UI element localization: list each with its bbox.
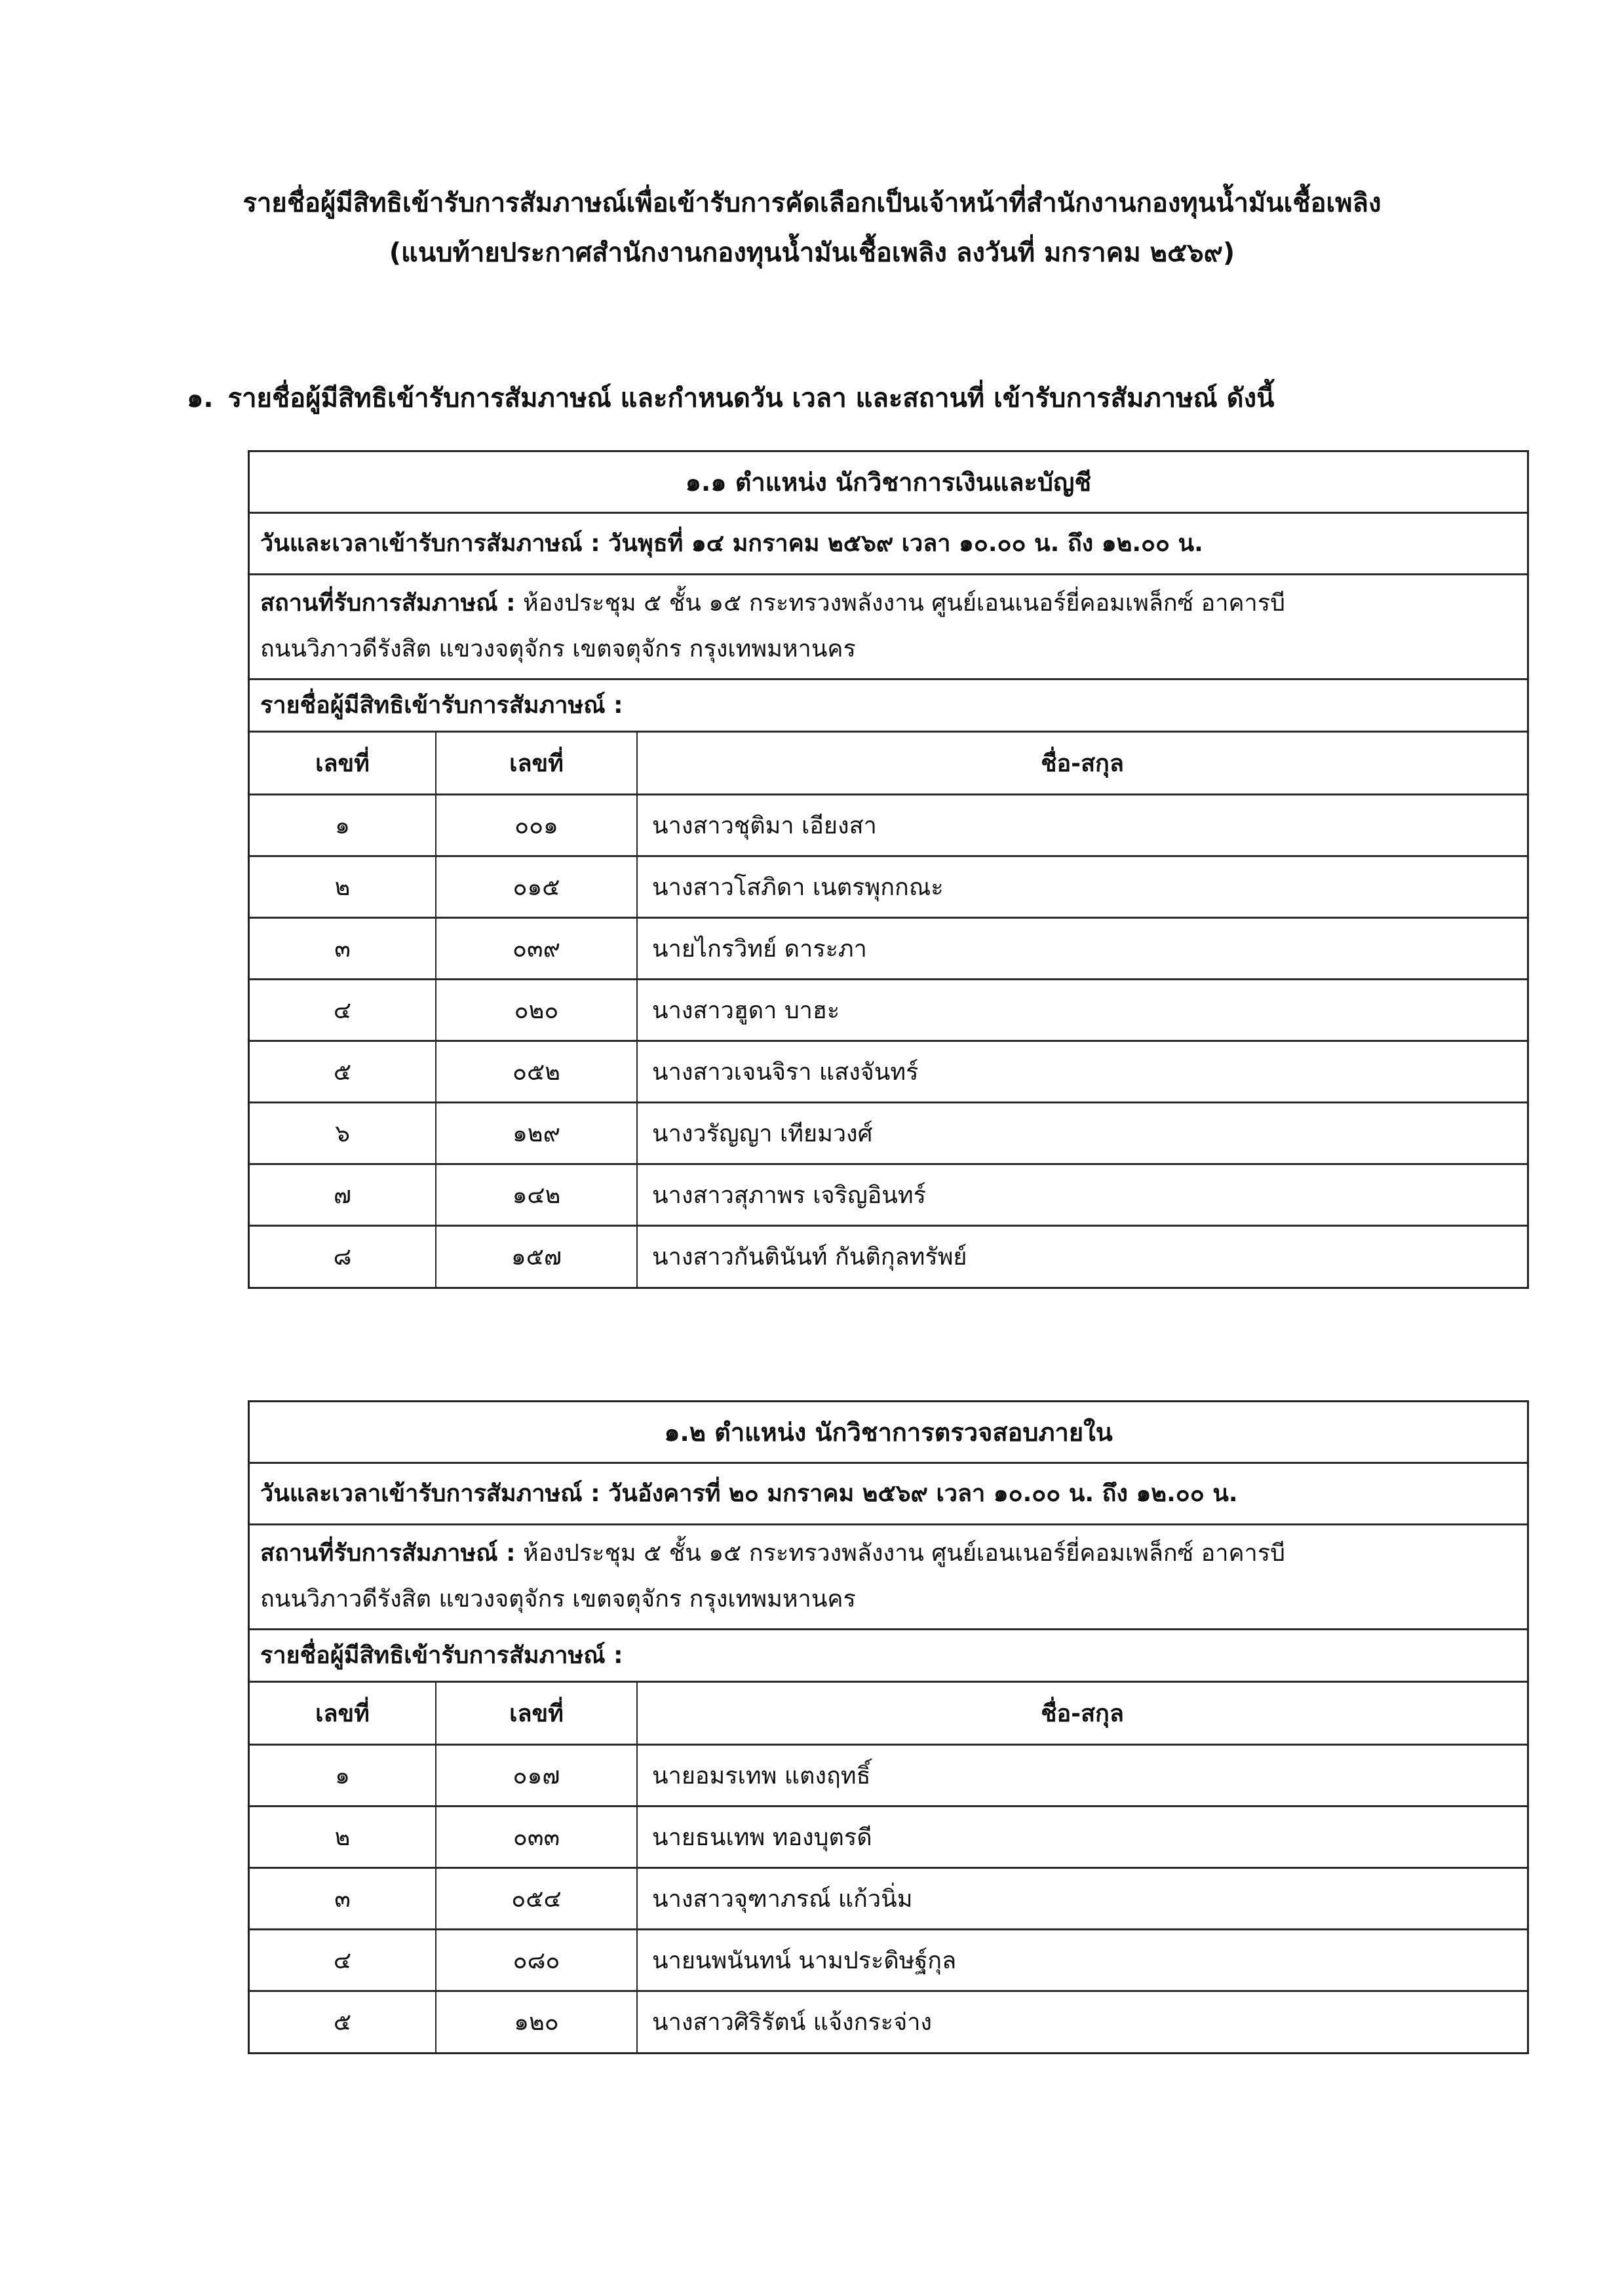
full-name-cell: นายธนเทพ ทองบุตรดี bbox=[637, 1806, 1527, 1867]
column-header-id: เลขที่ bbox=[436, 1683, 637, 1744]
table-header-row bbox=[250, 733, 1527, 794]
full-name-cell: นางสาวสุภาพร เจริญอินทร์ bbox=[637, 1164, 1527, 1225]
candidate-list-label: รายชื่อผู้มีสิทธิเข้ารับการสัมภาษณ์ : bbox=[250, 680, 1527, 733]
interview-place-row bbox=[250, 575, 1527, 680]
applicant-id-cell: ๐๕๒ bbox=[436, 1041, 637, 1102]
interview-date-row bbox=[250, 1464, 1527, 1525]
interview-date-row bbox=[250, 514, 1527, 575]
full-name-cell: นางสาวชุติมา เอียงสา bbox=[637, 794, 1527, 856]
order-cell: ๑ bbox=[250, 1744, 436, 1806]
applicant-id-cell: ๐๐๑ bbox=[436, 794, 637, 856]
order-cell: ๕ bbox=[250, 1991, 436, 2052]
column-header-order: เลขที่ bbox=[250, 1683, 436, 1744]
section-heading-text: รายชื่อผู้มีสิทธิเข้ารับการสัมภาษณ์ และกำหนดวัน เวลา และสถานที่ เข้ารับการสัมภาษณ์ ดังนี้ bbox=[227, 383, 1275, 413]
candidate-list-label: รายชื่อผู้มีสิทธิเข้ารับการสัมภาษณ์ : bbox=[250, 1630, 1527, 1683]
table-row bbox=[250, 856, 1527, 917]
interview-place-label: สถานที่รับการสัมภาษณ์ : bbox=[260, 1540, 516, 1567]
order-cell: ๔ bbox=[250, 979, 436, 1041]
position-title: ๑.๒ ตำแหน่ง นักวิชาการตรวจสอบภายใน bbox=[250, 1402, 1527, 1464]
order-cell: ๔ bbox=[250, 1929, 436, 1991]
interview-place-row bbox=[250, 1525, 1527, 1630]
full-name-cell: นางสาวโสภิดา เนตรพุกกณะ bbox=[637, 856, 1527, 917]
applicant-id-cell: ๐๓๙ bbox=[436, 917, 637, 979]
table-row bbox=[250, 1041, 1527, 1102]
candidate-table bbox=[250, 1683, 1527, 2052]
table-row bbox=[250, 1164, 1527, 1225]
column-header-name: ชื่อ-สกุล bbox=[637, 1683, 1527, 1744]
interview-date-label: วันและเวลาเข้ารับการสัมภาษณ์ : bbox=[260, 1480, 600, 1507]
interview-date-value: วันอังคารที่ ๒๐ มกราคม ๒๕๖๙ เวลา ๑๐.๐๐ น. ถึง ๑๒.๐๐ น. bbox=[608, 1480, 1238, 1507]
order-cell: ๓ bbox=[250, 917, 436, 979]
applicant-id-cell: ๑๕๗ bbox=[436, 1225, 637, 1287]
applicant-id-cell: ๐๑๕ bbox=[436, 856, 637, 917]
applicant-id-cell: ๑๒๙ bbox=[436, 1102, 637, 1164]
order-cell: ๕ bbox=[250, 1041, 436, 1102]
column-header-order: เลขที่ bbox=[250, 733, 436, 794]
applicant-id-cell: ๐๓๓ bbox=[436, 1806, 637, 1867]
table-row bbox=[250, 1102, 1527, 1164]
order-cell: ๗ bbox=[250, 1164, 436, 1225]
table-row bbox=[250, 1806, 1527, 1867]
interview-place-line-2: ถนนวิภาวดีรังสิต แขวงจตุจักร เขตจตุจักร กรุงเทพมหานคร bbox=[260, 636, 856, 662]
candidate-table bbox=[250, 733, 1527, 1287]
order-cell: ๘ bbox=[250, 1225, 436, 1287]
document-subtitle: (แนบท้ายประกาศสำนักงานกองทุนน้ำมันเชื้อเพลิง ลงวันที่ มกราคม ๒๕๖๙) bbox=[389, 238, 1235, 268]
full-name-cell: นายอมรเทพ แตงฤทธิ์ bbox=[637, 1744, 1527, 1806]
order-cell: ๖ bbox=[250, 1102, 436, 1164]
section-number: ๑. bbox=[187, 383, 214, 413]
interview-place-line-1: ห้องประชุม ๕ ชั้น ๑๕ กระทรวงพลังงาน ศูนย์เอนเนอร์ยี่คอมเพล็กซ์ อาคารบี bbox=[523, 1540, 1285, 1567]
position-block-1 bbox=[248, 450, 1529, 1289]
interview-place-label: สถานที่รับการสัมภาษณ์ : bbox=[260, 590, 516, 617]
table-row bbox=[250, 1867, 1527, 1929]
applicant-id-cell: ๐๕๔ bbox=[436, 1867, 637, 1929]
document-title: รายชื่อผู้มีสิทธิเข้ารับการสัมภาษณ์เพื่อเข้ารับการคัดเลือกเป็นเจ้าหน้าที่สำนักงานกองทุนน้ำมันเชื้อเพลิง bbox=[242, 188, 1382, 218]
column-header-name: ชื่อ-สกุล bbox=[637, 733, 1527, 794]
full-name-cell: นางวรัญญา เทียมวงศ์ bbox=[637, 1102, 1527, 1164]
column-header-id: เลขที่ bbox=[436, 733, 637, 794]
table-row bbox=[250, 979, 1527, 1041]
order-cell: ๑ bbox=[250, 794, 436, 856]
applicant-id-cell: ๑๒๐ bbox=[436, 1991, 637, 2052]
section-heading bbox=[187, 380, 1274, 417]
table-row bbox=[250, 794, 1527, 856]
position-title: ๑.๑ ตำแหน่ง นักวิชาการเงินและบัญชี bbox=[250, 452, 1527, 514]
full-name-cell: นายนพนันทน์ นามประดิษฐ์กุล bbox=[637, 1929, 1527, 1991]
interview-date-value: วันพุธที่ ๑๔ มกราคม ๒๕๖๙ เวลา ๑๐.๐๐ น. ถึง ๑๒.๐๐ น. bbox=[608, 529, 1203, 557]
table-row bbox=[250, 1744, 1527, 1806]
full-name-cell: นางสาวฮูดา บาฮะ bbox=[637, 979, 1527, 1041]
order-cell: ๒ bbox=[250, 1806, 436, 1867]
interview-place-line-1: ห้องประชุม ๕ ชั้น ๑๕ กระทรวงพลังงาน ศูนย์เอนเนอร์ยี่คอมเพล็กซ์ อาคารบี bbox=[523, 590, 1285, 617]
full-name-cell: นายไกรวิทย์ ดาระภา bbox=[637, 917, 1527, 979]
applicant-id-cell: ๑๔๒ bbox=[436, 1164, 637, 1225]
applicant-id-cell: ๐๘๐ bbox=[436, 1929, 637, 1991]
table-row bbox=[250, 1991, 1527, 2052]
full-name-cell: นางสาวศิริรัตน์ แจ้งกระจ่าง bbox=[652, 2009, 932, 2037]
interview-date-label: วันและเวลาเข้ารับการสัมภาษณ์ : bbox=[260, 529, 600, 557]
full-name-cell: นางสาวกันตินันท์ กันติกุลทรัพย์ bbox=[652, 1244, 967, 1271]
applicant-id-cell: ๐๒๐ bbox=[436, 979, 637, 1041]
table-row bbox=[250, 1225, 1527, 1287]
position-block-2 bbox=[248, 1400, 1529, 2054]
order-cell: ๒ bbox=[250, 856, 436, 917]
table-row bbox=[250, 1929, 1527, 1991]
applicant-id-cell: ๐๑๗ bbox=[436, 1744, 637, 1806]
table-header-row bbox=[250, 1683, 1527, 1744]
order-cell: ๓ bbox=[250, 1867, 436, 1929]
full-name-cell: นางสาวเจนจิรา แสงจันทร์ bbox=[637, 1041, 1527, 1102]
interview-place-line-2: ถนนวิภาวดีรังสิต แขวงจตุจักร เขตจตุจักร กรุงเทพมหานคร bbox=[260, 1586, 856, 1613]
table-row bbox=[250, 917, 1527, 979]
full-name-cell: นางสาวจุฑาภรณ์ แก้วนิ่ม bbox=[637, 1867, 1527, 1929]
